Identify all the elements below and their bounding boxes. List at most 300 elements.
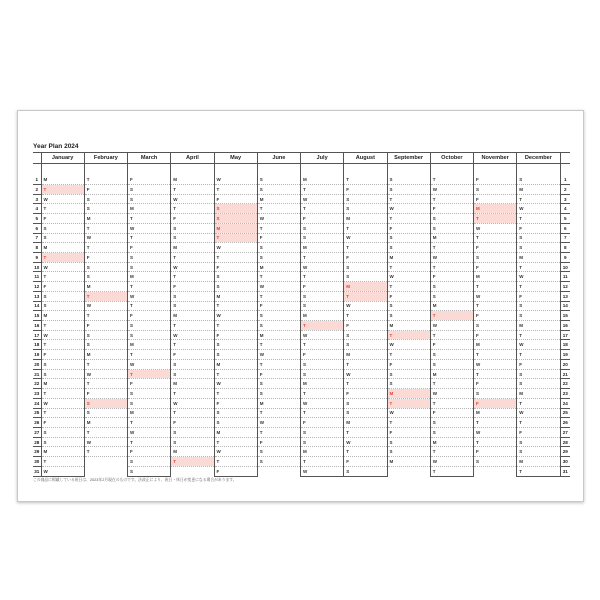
- day-cell[interactable]: S: [517, 437, 560, 447]
- holiday-cell[interactable]: M: [214, 223, 257, 233]
- day-cell[interactable]: F: [517, 223, 560, 233]
- day-cell[interactable]: W: [430, 389, 473, 399]
- day-cell[interactable]: F: [41, 282, 84, 292]
- day-cell[interactable]: S: [387, 233, 430, 243]
- day-cell[interactable]: M: [474, 340, 517, 350]
- day-cell[interactable]: T: [214, 369, 257, 379]
- day-cell[interactable]: T: [84, 427, 127, 437]
- day-cell[interactable]: S: [171, 291, 214, 301]
- day-cell[interactable]: F: [41, 418, 84, 428]
- day-cell[interactable]: F: [128, 243, 171, 253]
- day-cell[interactable]: S: [344, 466, 387, 476]
- day-cell[interactable]: S: [257, 457, 300, 467]
- day-cell[interactable]: S: [128, 466, 171, 476]
- day-cell[interactable]: F: [214, 194, 257, 204]
- day-cell[interactable]: S: [301, 369, 344, 379]
- day-cell[interactable]: T: [128, 437, 171, 447]
- day-cell[interactable]: W: [517, 408, 560, 418]
- day-cell[interactable]: T: [474, 369, 517, 379]
- day-cell[interactable]: W: [84, 437, 127, 447]
- day-cell[interactable]: W: [430, 184, 473, 194]
- day-cell[interactable]: F: [517, 427, 560, 437]
- day-cell[interactable]: T: [257, 272, 300, 282]
- day-cell[interactable]: W: [517, 204, 560, 214]
- day-cell[interactable]: M: [301, 447, 344, 457]
- day-cell[interactable]: S: [128, 194, 171, 204]
- day-cell[interactable]: F: [84, 321, 127, 331]
- day-cell[interactable]: S: [214, 418, 257, 428]
- day-cell[interactable]: F: [171, 282, 214, 292]
- day-cell[interactable]: S: [387, 379, 430, 389]
- day-cell[interactable]: W: [214, 175, 257, 185]
- day-cell[interactable]: T: [214, 301, 257, 311]
- day-cell[interactable]: S: [128, 262, 171, 272]
- day-cell[interactable]: T: [171, 204, 214, 214]
- day-cell[interactable]: T: [430, 447, 473, 457]
- day-cell[interactable]: S: [257, 253, 300, 263]
- day-cell[interactable]: F: [474, 175, 517, 185]
- day-cell[interactable]: M: [41, 447, 84, 457]
- day-cell[interactable]: M: [344, 214, 387, 224]
- day-cell[interactable]: S: [387, 184, 430, 194]
- day-cell[interactable]: T: [301, 389, 344, 399]
- day-cell[interactable]: T: [257, 408, 300, 418]
- day-cell[interactable]: T: [84, 223, 127, 233]
- day-cell[interactable]: M: [171, 175, 214, 185]
- day-cell[interactable]: T: [84, 379, 127, 389]
- day-cell[interactable]: T: [430, 379, 473, 389]
- day-cell[interactable]: F: [387, 427, 430, 437]
- day-cell[interactable]: M: [214, 359, 257, 369]
- day-cell[interactable]: W: [517, 340, 560, 350]
- day-cell[interactable]: M: [301, 311, 344, 321]
- day-cell[interactable]: M: [171, 243, 214, 253]
- day-cell[interactable]: T: [41, 340, 84, 350]
- day-cell[interactable]: W: [301, 398, 344, 408]
- day-cell[interactable]: T: [257, 204, 300, 214]
- day-cell[interactable]: T: [257, 427, 300, 437]
- day-cell[interactable]: T: [171, 184, 214, 194]
- day-cell[interactable]: W: [344, 301, 387, 311]
- notes-cell[interactable]: [257, 164, 300, 175]
- holiday-cell[interactable]: T: [41, 253, 84, 263]
- day-cell[interactable]: T: [84, 359, 127, 369]
- day-cell[interactable]: S: [387, 301, 430, 311]
- holiday-cell[interactable]: F: [474, 398, 517, 408]
- day-cell[interactable]: T: [474, 350, 517, 360]
- day-cell[interactable]: W: [41, 398, 84, 408]
- day-cell[interactable]: S: [214, 272, 257, 282]
- day-cell[interactable]: W: [517, 272, 560, 282]
- day-cell[interactable]: M: [301, 175, 344, 185]
- notes-cell[interactable]: [387, 164, 430, 175]
- day-cell[interactable]: S: [430, 214, 473, 224]
- day-cell[interactable]: T: [257, 359, 300, 369]
- day-cell[interactable]: W: [171, 194, 214, 204]
- day-cell[interactable]: F: [474, 243, 517, 253]
- day-cell[interactable]: T: [387, 350, 430, 360]
- day-cell[interactable]: M: [41, 379, 84, 389]
- day-cell[interactable]: T: [301, 340, 344, 350]
- day-cell[interactable]: S: [171, 233, 214, 243]
- day-cell[interactable]: S: [430, 291, 473, 301]
- day-cell[interactable]: T: [430, 175, 473, 185]
- day-cell[interactable]: M: [257, 330, 300, 340]
- day-cell[interactable]: S: [301, 223, 344, 233]
- day-cell[interactable]: T: [171, 253, 214, 263]
- day-cell[interactable]: W: [387, 408, 430, 418]
- day-cell[interactable]: S: [344, 398, 387, 408]
- day-cell[interactable]: F: [344, 321, 387, 331]
- day-cell[interactable]: T: [474, 282, 517, 292]
- day-cell[interactable]: S: [430, 427, 473, 437]
- day-cell[interactable]: W: [301, 194, 344, 204]
- day-cell[interactable]: S: [171, 359, 214, 369]
- day-cell[interactable]: F: [171, 350, 214, 360]
- holiday-cell[interactable]: T: [128, 369, 171, 379]
- day-cell[interactable]: M: [128, 272, 171, 282]
- day-cell[interactable]: S: [257, 321, 300, 331]
- day-cell[interactable]: W: [430, 253, 473, 263]
- day-cell[interactable]: F: [474, 379, 517, 389]
- day-cell[interactable]: F: [257, 369, 300, 379]
- day-cell[interactable]: W: [41, 466, 84, 476]
- day-cell[interactable]: T: [517, 398, 560, 408]
- day-cell[interactable]: T: [128, 282, 171, 292]
- notes-cell[interactable]: [41, 164, 84, 175]
- day-cell[interactable]: M: [171, 311, 214, 321]
- day-cell[interactable]: S: [171, 223, 214, 233]
- day-cell[interactable]: F: [214, 330, 257, 340]
- day-cell[interactable]: S: [41, 369, 84, 379]
- day-cell[interactable]: S: [41, 301, 84, 311]
- day-cell[interactable]: T: [430, 194, 473, 204]
- day-cell[interactable]: T: [128, 233, 171, 243]
- day-cell[interactable]: T: [84, 243, 127, 253]
- day-cell[interactable]: F: [128, 175, 171, 185]
- day-cell[interactable]: M: [387, 253, 430, 263]
- day-cell[interactable]: F: [257, 233, 300, 243]
- day-cell[interactable]: W: [430, 321, 473, 331]
- day-cell[interactable]: F: [214, 262, 257, 272]
- day-cell[interactable]: S: [301, 233, 344, 243]
- day-cell[interactable]: F: [301, 214, 344, 224]
- day-cell[interactable]: F: [474, 194, 517, 204]
- day-cell[interactable]: W: [214, 379, 257, 389]
- day-cell[interactable]: S: [301, 291, 344, 301]
- day-cell[interactable]: T: [41, 272, 84, 282]
- day-cell[interactable]: S: [84, 272, 127, 282]
- day-cell[interactable]: S: [41, 233, 84, 243]
- day-cell[interactable]: F: [128, 447, 171, 457]
- day-cell[interactable]: T: [171, 408, 214, 418]
- day-cell[interactable]: M: [301, 243, 344, 253]
- day-cell[interactable]: M: [517, 184, 560, 194]
- day-cell[interactable]: M: [474, 408, 517, 418]
- day-cell[interactable]: M: [84, 214, 127, 224]
- day-cell[interactable]: S: [517, 311, 560, 321]
- day-cell[interactable]: S: [517, 447, 560, 457]
- day-cell[interactable]: T: [517, 418, 560, 428]
- day-cell[interactable]: F: [171, 418, 214, 428]
- day-cell[interactable]: M: [84, 418, 127, 428]
- day-cell[interactable]: F: [430, 340, 473, 350]
- day-cell[interactable]: T: [517, 214, 560, 224]
- day-cell[interactable]: T: [257, 340, 300, 350]
- day-cell[interactable]: W: [84, 301, 127, 311]
- day-cell[interactable]: S: [474, 389, 517, 399]
- day-cell[interactable]: S: [517, 175, 560, 185]
- day-cell[interactable]: M: [214, 291, 257, 301]
- day-cell[interactable]: F: [84, 389, 127, 399]
- day-cell[interactable]: S: [84, 204, 127, 214]
- day-cell[interactable]: T: [344, 243, 387, 253]
- day-cell[interactable]: S: [430, 350, 473, 360]
- day-cell[interactable]: M: [430, 437, 473, 447]
- day-cell[interactable]: S: [84, 408, 127, 418]
- day-cell[interactable]: T: [344, 447, 387, 457]
- day-cell[interactable]: W: [171, 398, 214, 408]
- day-cell[interactable]: F: [474, 447, 517, 457]
- day-cell[interactable]: T: [41, 204, 84, 214]
- day-cell[interactable]: M: [430, 301, 473, 311]
- day-cell[interactable]: T: [430, 466, 473, 476]
- day-cell[interactable]: W: [128, 427, 171, 437]
- day-cell[interactable]: S: [387, 437, 430, 447]
- day-cell[interactable]: S: [128, 389, 171, 399]
- day-cell[interactable]: F: [128, 379, 171, 389]
- day-cell[interactable]: T: [214, 253, 257, 263]
- day-cell[interactable]: W: [214, 243, 257, 253]
- day-cell[interactable]: W: [430, 457, 473, 467]
- day-cell[interactable]: W: [257, 214, 300, 224]
- day-cell[interactable]: W: [128, 223, 171, 233]
- day-cell[interactable]: M: [474, 272, 517, 282]
- day-cell[interactable]: W: [344, 369, 387, 379]
- day-cell[interactable]: W: [257, 418, 300, 428]
- day-cell[interactable]: T: [517, 330, 560, 340]
- holiday-cell[interactable]: M: [387, 389, 430, 399]
- day-cell[interactable]: W: [41, 262, 84, 272]
- day-cell[interactable]: W: [301, 330, 344, 340]
- day-cell[interactable]: W: [84, 233, 127, 243]
- holiday-cell[interactable]: T: [344, 291, 387, 301]
- day-cell[interactable]: W: [474, 291, 517, 301]
- day-cell[interactable]: F: [301, 282, 344, 292]
- day-cell[interactable]: F: [128, 311, 171, 321]
- day-cell[interactable]: S: [84, 194, 127, 204]
- day-cell[interactable]: T: [474, 301, 517, 311]
- day-cell[interactable]: S: [474, 184, 517, 194]
- day-cell[interactable]: M: [128, 408, 171, 418]
- day-cell[interactable]: M: [517, 457, 560, 467]
- day-cell[interactable]: W: [344, 233, 387, 243]
- day-cell[interactable]: W: [387, 340, 430, 350]
- day-cell[interactable]: T: [128, 214, 171, 224]
- holiday-cell[interactable]: S: [214, 204, 257, 214]
- day-cell[interactable]: S: [387, 311, 430, 321]
- day-cell[interactable]: T: [474, 437, 517, 447]
- day-cell[interactable]: S: [128, 330, 171, 340]
- day-cell[interactable]: S: [41, 291, 84, 301]
- notes-cell[interactable]: [430, 164, 473, 175]
- day-cell[interactable]: T: [301, 408, 344, 418]
- day-cell[interactable]: M: [214, 427, 257, 437]
- day-cell[interactable]: T: [387, 194, 430, 204]
- holiday-cell[interactable]: T: [171, 457, 214, 467]
- day-cell[interactable]: F: [41, 350, 84, 360]
- day-cell[interactable]: S: [517, 379, 560, 389]
- day-cell[interactable]: S: [301, 301, 344, 311]
- day-cell[interactable]: S: [344, 194, 387, 204]
- day-cell[interactable]: T: [41, 321, 84, 331]
- day-cell[interactable]: T: [387, 214, 430, 224]
- day-cell[interactable]: M: [301, 379, 344, 389]
- day-cell[interactable]: T: [474, 233, 517, 243]
- day-cell[interactable]: F: [517, 359, 560, 369]
- day-cell[interactable]: S: [344, 408, 387, 418]
- day-cell[interactable]: M: [41, 175, 84, 185]
- day-cell[interactable]: T: [301, 272, 344, 282]
- day-cell[interactable]: M: [41, 243, 84, 253]
- holiday-cell[interactable]: M: [344, 282, 387, 292]
- day-cell[interactable]: S: [257, 175, 300, 185]
- day-cell[interactable]: M: [387, 457, 430, 467]
- day-cell[interactable]: T: [344, 359, 387, 369]
- holiday-cell[interactable]: M: [474, 204, 517, 214]
- day-cell[interactable]: S: [430, 223, 473, 233]
- day-cell[interactable]: F: [171, 214, 214, 224]
- holiday-cell[interactable]: T: [474, 214, 517, 224]
- day-cell[interactable]: W: [171, 262, 214, 272]
- day-cell[interactable]: T: [301, 184, 344, 194]
- day-cell[interactable]: W: [474, 359, 517, 369]
- day-cell[interactable]: T: [171, 389, 214, 399]
- day-cell[interactable]: S: [171, 437, 214, 447]
- day-cell[interactable]: F: [84, 253, 127, 263]
- day-cell[interactable]: T: [344, 427, 387, 437]
- day-cell[interactable]: T: [344, 311, 387, 321]
- day-cell[interactable]: T: [214, 437, 257, 447]
- day-cell[interactable]: T: [517, 466, 560, 476]
- day-cell[interactable]: F: [430, 408, 473, 418]
- day-cell[interactable]: T: [41, 408, 84, 418]
- day-cell[interactable]: W: [257, 282, 300, 292]
- notes-cell[interactable]: [171, 164, 214, 175]
- day-cell[interactable]: T: [301, 253, 344, 263]
- day-cell[interactable]: F: [387, 223, 430, 233]
- day-cell[interactable]: S: [128, 398, 171, 408]
- day-cell[interactable]: T: [84, 447, 127, 457]
- day-cell[interactable]: T: [387, 282, 430, 292]
- day-cell[interactable]: T: [517, 262, 560, 272]
- day-cell[interactable]: W: [474, 427, 517, 437]
- day-cell[interactable]: T: [474, 418, 517, 428]
- day-cell[interactable]: S: [128, 184, 171, 194]
- day-cell[interactable]: S: [257, 243, 300, 253]
- day-cell[interactable]: M: [171, 379, 214, 389]
- notes-cell[interactable]: [474, 164, 517, 175]
- day-cell[interactable]: F: [214, 398, 257, 408]
- day-cell[interactable]: F: [214, 466, 257, 476]
- day-cell[interactable]: F: [387, 291, 430, 301]
- day-cell[interactable]: M: [344, 418, 387, 428]
- notes-cell[interactable]: [517, 164, 560, 175]
- day-cell[interactable]: M: [517, 253, 560, 263]
- notes-cell[interactable]: [33, 164, 41, 175]
- day-cell[interactable]: F: [430, 272, 473, 282]
- day-cell[interactable]: M: [387, 321, 430, 331]
- day-cell[interactable]: W: [214, 447, 257, 457]
- day-cell[interactable]: T: [517, 350, 560, 360]
- day-cell[interactable]: S: [171, 301, 214, 311]
- day-cell[interactable]: S: [41, 359, 84, 369]
- day-cell[interactable]: S: [387, 447, 430, 457]
- day-cell[interactable]: M: [517, 321, 560, 331]
- day-cell[interactable]: T: [128, 418, 171, 428]
- day-cell[interactable]: S: [344, 262, 387, 272]
- day-cell[interactable]: T: [430, 262, 473, 272]
- day-cell[interactable]: M: [171, 447, 214, 457]
- day-cell[interactable]: W: [171, 330, 214, 340]
- day-cell[interactable]: M: [128, 204, 171, 214]
- notes-cell[interactable]: [84, 164, 127, 175]
- holiday-cell[interactable]: T: [387, 330, 430, 340]
- day-cell[interactable]: T: [301, 457, 344, 467]
- day-cell[interactable]: S: [430, 418, 473, 428]
- day-cell[interactable]: W: [387, 204, 430, 214]
- day-cell[interactable]: S: [171, 369, 214, 379]
- day-cell[interactable]: F: [344, 389, 387, 399]
- holiday-cell[interactable]: S: [84, 398, 127, 408]
- day-cell[interactable]: T: [171, 272, 214, 282]
- day-cell[interactable]: W: [474, 223, 517, 233]
- notes-cell[interactable]: [128, 164, 171, 175]
- day-cell[interactable]: S: [344, 272, 387, 282]
- day-cell[interactable]: M: [430, 369, 473, 379]
- day-cell[interactable]: W: [301, 466, 344, 476]
- day-cell[interactable]: T: [517, 282, 560, 292]
- day-cell[interactable]: S: [214, 282, 257, 292]
- day-cell[interactable]: M: [257, 262, 300, 272]
- day-cell[interactable]: F: [474, 311, 517, 321]
- day-cell[interactable]: M: [344, 350, 387, 360]
- day-cell[interactable]: F: [301, 418, 344, 428]
- day-cell[interactable]: T: [257, 223, 300, 233]
- holiday-cell[interactable]: T: [84, 291, 127, 301]
- day-cell[interactable]: M: [128, 340, 171, 350]
- day-cell[interactable]: T: [84, 311, 127, 321]
- day-cell[interactable]: W: [387, 272, 430, 282]
- day-cell[interactable]: T: [41, 457, 84, 467]
- day-cell[interactable]: S: [344, 340, 387, 350]
- day-cell[interactable]: T: [344, 223, 387, 233]
- day-cell[interactable]: T: [301, 204, 344, 214]
- day-cell[interactable]: S: [517, 301, 560, 311]
- day-cell[interactable]: S: [84, 262, 127, 272]
- day-cell[interactable]: S: [344, 204, 387, 214]
- day-cell[interactable]: M: [84, 282, 127, 292]
- day-cell[interactable]: T: [430, 398, 473, 408]
- day-cell[interactable]: F: [257, 437, 300, 447]
- day-cell[interactable]: T: [430, 330, 473, 340]
- day-cell[interactable]: W: [344, 437, 387, 447]
- day-cell[interactable]: S: [257, 379, 300, 389]
- day-cell[interactable]: M: [41, 311, 84, 321]
- day-cell[interactable]: T: [214, 457, 257, 467]
- day-cell[interactable]: M: [430, 233, 473, 243]
- day-cell[interactable]: S: [128, 321, 171, 331]
